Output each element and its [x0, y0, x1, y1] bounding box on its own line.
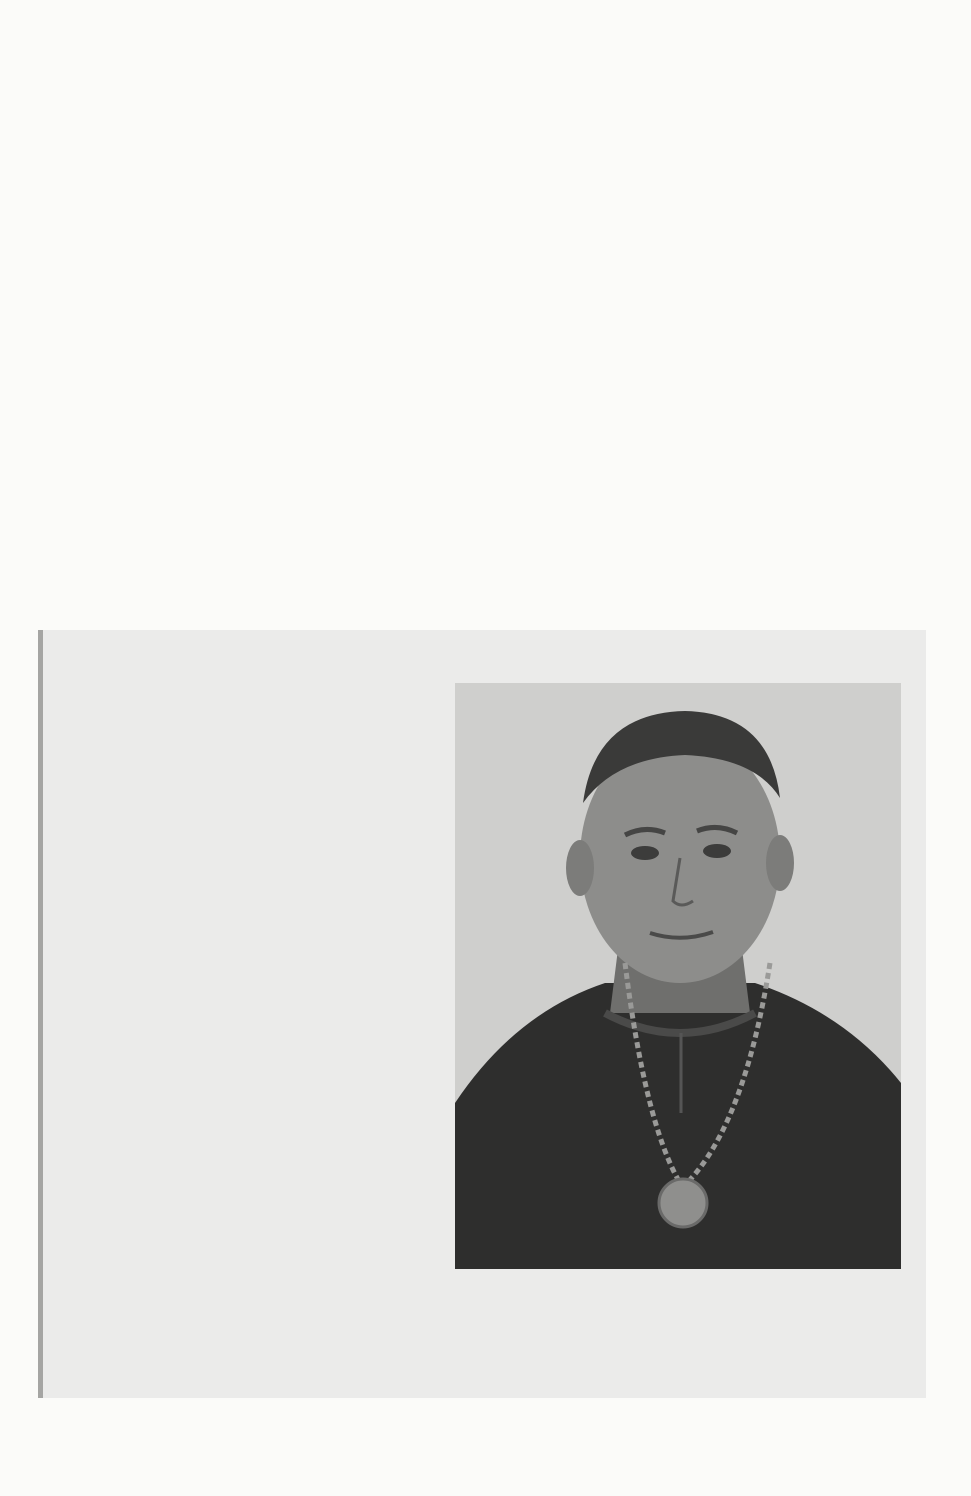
portrait-photo [455, 683, 901, 1269]
sidebar-accent-bar [38, 630, 43, 1398]
portrait-illustration [455, 683, 901, 1269]
